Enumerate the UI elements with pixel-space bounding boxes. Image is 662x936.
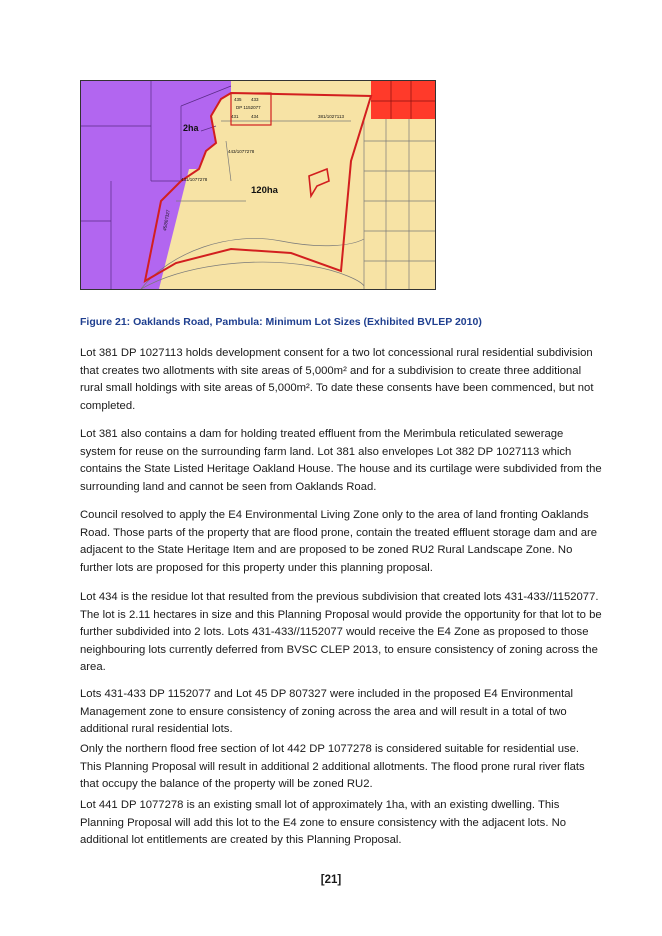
map-graphic [81,81,435,289]
page-number: [21] [320,874,342,886]
paragraph-text: Lots 431-433 DP 1152077 and Lot 45 DP 807327 were included in the proposed E4 Environmental Management zone to ensure consistency of zoning across the area and will result in a total of two additional rural residential lots. [80,688,574,736]
paragraph-6 [80,741,602,794]
paragraph-text: Lot 434 is the residue lot that resulted from the previous subdivision that created lots 431-433//1152077. The lot is 2.11 hectares in size and this Planning Proposal would provide the opportunity for that lot to be further subdivided into 2 lots. Lots 431-433//1152077 would receive the E4 Zone as proposed to those neighbouring lots currently deferred from BVSC CLEP 2013, to ensure consistency of zoning across the area. [80,591,602,674]
paragraph-2 [80,426,602,496]
paragraph-text: Lot 381 DP 1027113 holds development consent for a two lot concessional rural residential subdivision that creates two allotments with site areas of 5,000m² and for a subdivision to create three additional rural small holdings with site areas of 5,000m². To date these consents have been commenced, but not completed. [80,347,594,412]
minimum-lot-size-map [80,80,436,290]
paragraph-4 [80,589,602,677]
paragraph-5 [80,686,602,739]
label-lot-435: 435 [234,97,242,102]
paragraph-7 [80,797,602,850]
label-lot-381: 381/1027113 [318,114,344,119]
label-lot-434: 434 [251,114,259,119]
label-dp-1152077: DP 1152077 [236,105,261,110]
label-lot-45: 45/807327 [162,209,171,232]
figure-caption: Figure 21: Oaklands Road, Pambula: Minimum Lot Sizes (Exhibited BVLEP 2010) [80,316,482,328]
paragraph-3 [80,507,602,577]
label-lot-431-1077278: 431/1077278 [181,177,208,182]
small-lots-area [371,81,435,119]
label-lot-443: 443/1077278 [228,149,255,154]
label-120ha: 120ha [251,185,278,196]
paragraph-text: Only the northern flood free section of lot 442 DP 1077278 is considered suitable for residential use. This Planning Proposal will result in additional 2 additional allotments. The flood prone rural river flats that occupy the balance of the property will be zoned RU2. [80,743,585,791]
label-2ha: 2ha [183,123,199,133]
paragraph-text: Lot 441 DP 1077278 is an existing small lot of approximately 1ha, with an existing dwelling. This Planning Proposal will add this lot to the E4 zone to ensure consistency with the adjacent lots. No additional lot entitlements are created by this Planning Proposal. [80,799,567,847]
paragraph-text: Council resolved to apply the E4 Environmental Living Zone only to the area of land fronting Oaklands Road. Those parts of the property that are flood prone, contain the treated effluent storage dam and are adjacent to the State Heritage Item and are proposed to be zoned RU2 Rural Landscape Zone. No further lots are proposed for this property under this planning proposal. [80,509,598,574]
label-lot-433: 433 [251,97,259,102]
paragraph-text: Lot 381 also contains a dam for holding treated effluent from the Merimbula reticulated sewerage system for reuse on the surrounding farm land. Lot 381 also envelopes Lot 382 DP 1027113 which contains the State Listed Heritage Oakland House. The house and its curtilage were subdivided from the surrounding land and cannot be seen from Oaklands Road. [80,428,602,493]
paragraph-1 [80,345,602,415]
label-lot-431: 431 [231,114,239,119]
